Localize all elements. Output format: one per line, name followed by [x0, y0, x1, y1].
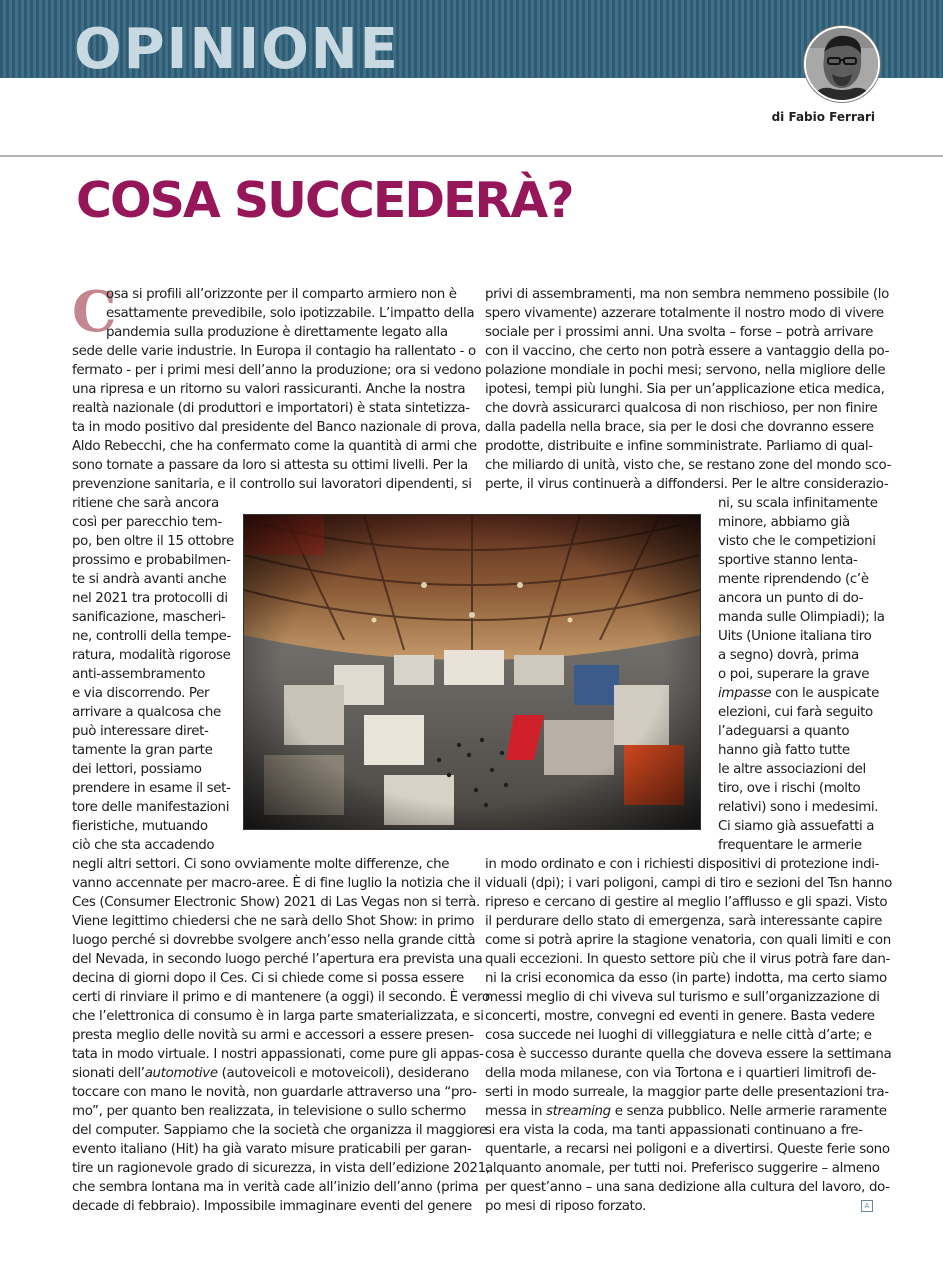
text-line: negli altri settori. Ci sono ovviamente molte differenze, che — [72, 857, 450, 872]
text-run: messa in — [485, 1104, 547, 1119]
text-line: Ces (Consumer Electronic Show) 2021 di Las Vegas non si terrà. — [72, 895, 480, 910]
italic-term: automotive — [144, 1066, 218, 1081]
text-line: sanificazione, mascheri- — [72, 610, 226, 625]
text-line: minore, abbiamo già — [718, 515, 850, 530]
text-line: che l’elettronica di consumo è in larga parte smaterializzata, e si — [72, 1009, 484, 1024]
text-line: o poi, superare la grave — [718, 667, 870, 682]
text-line: po, ben oltre il 15 ottobre — [72, 534, 234, 549]
text-run: e senza pubblico. Nelle armerie raramente — [610, 1104, 887, 1119]
text-line: Ci siamo già assuefatti a — [718, 819, 875, 834]
text-line: sede delle varie industrie. In Europa il contagio ha rallentato - o — [72, 344, 476, 359]
text-line: ripreso e cercano di gestire al meglio l’afflusso e gli spazi. Visto — [485, 895, 888, 910]
text-line: mo”, per quanto ben realizzata, in televisione o sullo schermo — [72, 1104, 466, 1119]
text-line: spero vivamente) azzerare totalmente il nostro modo di vivere — [485, 306, 884, 321]
text-line: serti in modo surreale, la maggior parte delle presentazioni tra- — [485, 1085, 889, 1100]
text-line: hanno già fatto tutte — [718, 743, 850, 758]
text-line: perte, il virus continuerà a diffondersi. Per le altre considerazio- — [485, 477, 889, 492]
text-line: una ripresa e un ritorno su valori rassicuranti. Anche la nostra — [72, 382, 466, 397]
text-line: quentarle, a recarsi nei poligoni e a divertirsi. Queste ferie sono — [485, 1142, 890, 1157]
text-line: esattamente prevedibile, solo ipotizzabile. L’impatto della — [106, 306, 475, 321]
text-line: ipotesi, tempi più lunghi. Sia per un’applicazione etica medica, — [485, 382, 885, 397]
text-block-b — [72, 494, 234, 855]
text-line: il perdurare dello stato di emergenza, sarà interessante capire — [485, 914, 882, 929]
text-line: tata in modo virtuale. I nostri appassionati, come pure gli appas- — [72, 1047, 484, 1062]
text-line: certi di rinviare il primo e di mantenere (a oggi) il secondo. È vero — [72, 990, 490, 1005]
text-line: con il vaccino, che certo non potrà essere a vantaggio della po- — [485, 344, 890, 359]
text-line: per quest’anno – una sana dedizione alla cultura del lavoro, do- — [485, 1180, 890, 1195]
text-line: ritiene che sarà ancora — [72, 496, 219, 511]
text-line: cosa succede nei luoghi di villeggiatura e nelle città d’arte; e — [485, 1028, 872, 1043]
text-line — [718, 684, 885, 703]
text-line: manda sulle Olimpiadi); la — [718, 610, 885, 625]
text-run: con le auspicate — [771, 686, 879, 701]
text-line: visto che le competizioni — [718, 534, 876, 549]
text-line: luogo perché si dovrebbe svolgere anch’esso nella grande città — [72, 933, 476, 948]
text-line: in modo ordinato e con i richiesti dispositivi di protezione indi- — [485, 857, 880, 872]
text-line: frequentare le armerie — [718, 838, 862, 853]
text-line: alquanto anomale, per tutti noi. Preferisco suggerire – almeno — [485, 1161, 880, 1176]
article-end-icon: A — [861, 1200, 873, 1212]
article-headline: COSA SUCCEDERÀ? — [76, 172, 573, 229]
text-line: po mesi di riposo forzato. — [485, 1199, 647, 1214]
text-line: cosa è successo durante quella che doveva essere la settimana — [485, 1047, 892, 1062]
trade-fair-photo — [243, 514, 701, 830]
text-line: tire un ragionevole grado di sicurezza, in vista dell’edizione 2021, — [72, 1161, 490, 1176]
text-line: decina di giorni dopo il Ces. Ci si chiede come si possa essere — [72, 971, 464, 986]
text-line: quali eccezioni. In questo settore più che il virus potrà fare dan- — [485, 952, 890, 967]
text-line: te si andrà avanti anche — [72, 572, 227, 587]
text-line: relativi) sono i medesimi. — [718, 800, 879, 815]
text-line: ancora un punto di do- — [718, 591, 864, 606]
text-line: toccare con mano le novità, non guardarle attraverso una “pro- — [72, 1085, 477, 1100]
text-line: che sembra lontana ma in verità cade all’inizio dell’anno (prima — [72, 1180, 479, 1195]
trade-fair-illustration — [244, 515, 700, 829]
text-line: tamente la gran parte — [72, 743, 213, 758]
text-block-d — [485, 285, 891, 494]
text-line: della moda milanese, con via Tortona e i quartieri limitrofi de- — [485, 1066, 876, 1081]
text-line: prevenzione sanitaria, e il controllo sui lavoratori dipendenti, si — [72, 477, 472, 492]
text-line: Viene legittimo chiedersi che ne sarà dello Shot Show: in primo — [72, 914, 475, 929]
text-line: dalla padella nella brace, sia per le dosi che dovranno essere — [485, 420, 874, 435]
text-line: che miliardo di unità, visto che, se restano zone del mondo sco- — [485, 458, 892, 473]
text-line: tiro, ove i rischi (molto — [718, 781, 861, 796]
author-portrait — [804, 26, 880, 102]
text-line: messi meglio di chi viveva sul turismo e sull’organizzazione di — [485, 990, 880, 1005]
text-line: nel 2021 tra protocolli di — [72, 591, 228, 606]
text-line: evento italiano (Hit) ha già varato misure praticabili per garan- — [72, 1142, 472, 1157]
text-line: privi di assembramenti, ma non sembra nemmeno possibile (lo — [485, 287, 889, 302]
text-line: così per parecchio tem- — [72, 515, 222, 530]
text-line: ne, controlli della tempe- — [72, 629, 231, 644]
text-line: elezioni, cui farà seguito — [718, 705, 873, 720]
italic-term: impasse — [718, 686, 772, 701]
text-line: polazione mondiale in pochi mesi; servono, nella migliore delle — [485, 363, 886, 378]
text-line: prendere in esame il set- — [72, 781, 231, 796]
text-block-e — [718, 494, 885, 855]
text-line: ni la crisi economica da esso (in parte) indotta, ma certo siamo — [485, 971, 887, 986]
text-line: vanno accennate per macro-aree. È di fine luglio la notizia che il — [72, 876, 481, 891]
text-line: del computer. Sappiamo che la società che organizza il maggiore — [72, 1123, 487, 1138]
text-run: sionati dell’ — [72, 1066, 145, 1081]
text-line: ciò che sta accadendo — [72, 838, 215, 853]
text-line — [485, 1102, 892, 1121]
text-line: dei lettori, possiamo — [72, 762, 202, 777]
text-line: prossimo e probabilmen- — [72, 553, 231, 568]
text-line: concerti, mostre, convegni ed eventi in genere. Basta vedere — [485, 1009, 875, 1024]
text-line: ratura, modalità rigorose — [72, 648, 231, 663]
text-line: ni, su scala infinitamente — [718, 496, 878, 511]
text-block-c — [72, 855, 490, 1216]
text-line: arrivare a qualcosa che — [72, 705, 221, 720]
text-line: Uits (Unione italiana tiro — [718, 629, 872, 644]
text-line: sono tornate a passare da loro si attesta su ottimi livelli. Per la — [72, 458, 468, 473]
text-line: pandemia sulla produzione è direttamente legato alla — [106, 325, 448, 340]
italic-term: streaming — [546, 1104, 611, 1119]
text-line: anti-assembramento — [72, 667, 206, 682]
drop-cap: C — [72, 279, 117, 345]
author-byline: di Fabio Ferrari — [771, 110, 875, 124]
text-line: sociale per i prossimi anni. Una svolta – forse – potrà arrivare — [485, 325, 874, 340]
section-title: OPINIONE — [74, 17, 400, 82]
text-line: realtà nazionale (di produttori e importatori) è stata sintetizza- — [72, 401, 470, 416]
text-line: fieristiche, mutuando — [72, 819, 208, 834]
text-line: a segno) dovrà, prima — [718, 648, 859, 663]
text-line: sportive stanno lenta- — [718, 553, 858, 568]
text-line: decade di febbraio). Impossibile immaginare eventi del genere — [72, 1199, 472, 1214]
text-line: fermato - per i primi mesi dell’anno la produzione; ora si vedono — [72, 363, 482, 378]
text-line: osa si profili all’orizzonte per il comparto armiero non è — [106, 287, 457, 302]
header-divider — [0, 155, 943, 157]
text-line: può interessare diret- — [72, 724, 209, 739]
text-block-a — [72, 279, 482, 494]
text-line: prodotte, distribuite e infine somministrate. Parliamo di qual- — [485, 439, 873, 454]
text-line: del Nevada, in secondo luogo perché l’apertura era prevista una — [72, 952, 483, 967]
text-line: ta in modo positivo dal presidente del Banco nazionale di prova, — [72, 420, 481, 435]
author-photo — [806, 28, 878, 100]
text-line: e via discorrendo. Per — [72, 686, 210, 701]
text-line — [72, 1064, 490, 1083]
text-line: tore delle manifestazioni — [72, 800, 230, 815]
text-line: l’adeguarsi a quanto — [718, 724, 850, 739]
text-line: si era vista la coda, ma tanti appassionati continuano a fre- — [485, 1123, 863, 1138]
text-line: Aldo Rebecchi, che ha confermato come la quantità di armi che — [72, 439, 477, 454]
text-line: che dovrà assicurarci qualcosa di non rischioso, per non finire — [485, 401, 878, 416]
text-line: le altre associazioni del — [718, 762, 866, 777]
text-line: viduali (dpi); i vari poligoni, campi di tiro e sezioni del Tsn hanno — [485, 876, 893, 891]
text-line: mente riprendendo (c’è — [718, 572, 869, 587]
text-line: come si potrà aprire la stagione venatoria, con quali limiti e con — [485, 933, 891, 948]
text-block-f — [485, 855, 892, 1216]
text-run: (autoveicoli e motoveicoli), desiderano — [217, 1066, 469, 1081]
text-line: presta meglio delle novità su armi e accessori a essere presen- — [72, 1028, 474, 1043]
